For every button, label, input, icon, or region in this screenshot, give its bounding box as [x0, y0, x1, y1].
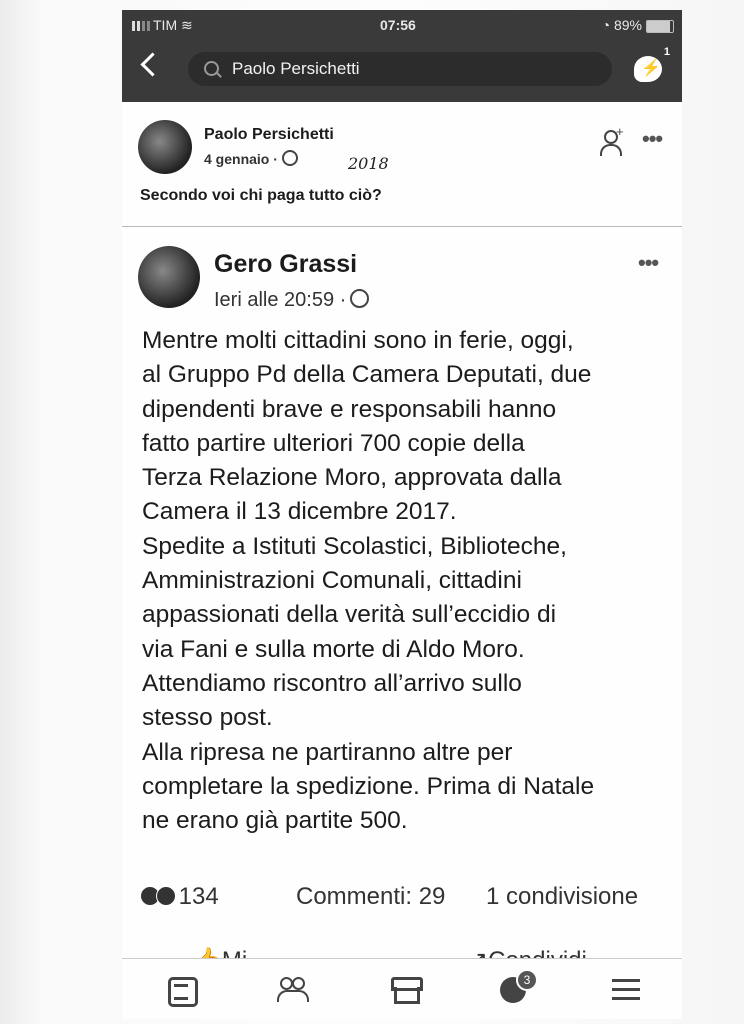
- messenger-icon: ⚡: [641, 60, 661, 77]
- marketplace-icon[interactable]: [388, 973, 422, 1007]
- battery-level: 89%: [613, 17, 642, 33]
- inner-date-text: Ieri alle 20:59 ·: [214, 289, 347, 311]
- post-body: [142, 324, 672, 838]
- outer-author-name[interactable]: Paolo Persichetti: [204, 126, 334, 143]
- outer-post-text: Secondo voi chi paga tutto ciò?: [140, 187, 382, 204]
- alarm-icon: ◔: [601, 17, 611, 33]
- bottom-tab-bar: [122, 958, 682, 1019]
- search-input[interactable]: [188, 52, 612, 86]
- post-line: appassionati della verità sull’eccidio di: [142, 601, 557, 629]
- action-row: [122, 945, 682, 959]
- search-icon: [204, 61, 219, 76]
- wifi-icon: ≋: [181, 17, 193, 33]
- carrier-label: TIM: [153, 17, 178, 33]
- post-line: completare la spedizione. Prima di Natale: [142, 772, 595, 800]
- phone-screen: [122, 10, 682, 1018]
- notifications-badge: 3: [516, 969, 538, 991]
- friends-icon[interactable]: [276, 973, 310, 1007]
- outer-post-date[interactable]: [204, 150, 298, 167]
- search-query: Paolo Persichetti: [232, 59, 360, 78]
- post-line: ne erano già partite 500.: [142, 807, 408, 835]
- news-feed-icon[interactable]: [164, 973, 198, 1007]
- post-line: Mentre molti cittadini sono in ferie, oggi,: [142, 327, 574, 354]
- post-line: Camera il 13 dicembre 2017.: [142, 498, 457, 526]
- signal-icon: [132, 21, 150, 31]
- outer-date-text: 4 gennaio ·: [204, 151, 278, 167]
- battery-icon: [646, 20, 674, 33]
- inner-author-avatar[interactable]: [138, 246, 200, 308]
- globe-icon: [282, 150, 298, 166]
- outer-author-avatar[interactable]: [138, 120, 192, 174]
- post-line: Spedite a Istituti Scolastici, Biblioteche,: [142, 532, 567, 560]
- post-line: al Gruppo Pd della Camera Deputati, due: [142, 361, 592, 389]
- clock: 07:56: [380, 17, 416, 33]
- divider: [122, 226, 682, 227]
- messenger-badge: 1: [663, 46, 670, 58]
- post-line: stesso post.: [142, 704, 273, 732]
- post-line: Alla ripresa ne partiranno altre per: [142, 738, 513, 766]
- reactions-summary[interactable]: [140, 883, 219, 911]
- reactions-count: 134: [178, 883, 219, 910]
- inner-author-name[interactable]: Gero Grassi: [214, 250, 358, 278]
- inner-more-button[interactable]: •••: [638, 250, 659, 275]
- inner-post-date[interactable]: [214, 289, 369, 312]
- status-bar: [122, 14, 682, 38]
- globe-icon: [350, 289, 369, 308]
- post-line: Amministrazioni Comunali, cittadini: [142, 567, 522, 595]
- add-friend-icon[interactable]: +: [600, 128, 622, 158]
- messenger-button[interactable]: [634, 46, 670, 82]
- outer-more-button[interactable]: •••: [642, 126, 663, 151]
- post-line: Terza Relazione Moro, approvata dalla: [142, 464, 562, 492]
- love-reaction-icon: [156, 886, 176, 906]
- post-line: fatto partire ulteriori 700 copie della: [142, 429, 525, 457]
- carrier: [132, 17, 193, 34]
- post-line: via Fani e sulla morte di Aldo Moro.: [142, 635, 525, 663]
- battery: [602, 17, 674, 33]
- comments-count[interactable]: Commenti: 29: [296, 883, 446, 910]
- shares-count[interactable]: 1 condivisione: [486, 883, 639, 910]
- post-line: Attendiamo riscontro all’arrivo sullo: [142, 669, 522, 697]
- handwritten-note: 2018: [348, 154, 389, 173]
- menu-icon[interactable]: [610, 973, 644, 1007]
- notifications-icon[interactable]: [498, 973, 532, 1007]
- back-icon[interactable]: [140, 52, 164, 76]
- top-bar: [122, 10, 682, 102]
- post-line: dipendenti brave e responsabili hanno: [142, 395, 557, 423]
